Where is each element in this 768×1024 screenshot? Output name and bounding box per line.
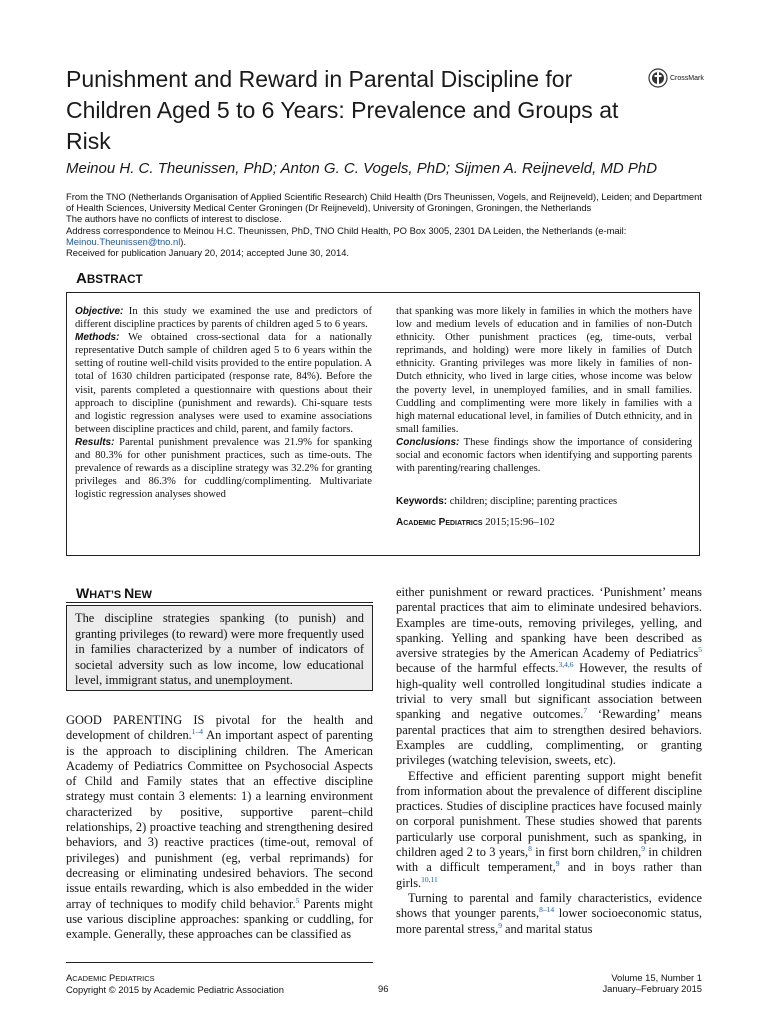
conflicts-statement: The authors have no conflicts of interest to disclose.: [66, 213, 282, 225]
citation-line: [396, 516, 692, 529]
affiliation-block: [66, 191, 706, 258]
crossmark-label: CrossMark: [670, 74, 704, 82]
citation-ref[interactable]: 9: [498, 920, 502, 930]
keywords-line: [396, 495, 692, 508]
whats-new-rest: HAT’S: [89, 589, 125, 601]
citation-ref[interactable]: 1–4: [191, 727, 203, 737]
body-text: in children with a difficult temperament,: [396, 845, 702, 875]
footer-rule: [66, 962, 373, 963]
body-left-column: [66, 713, 373, 942]
footer-volume: Volume 15, Number 1: [611, 972, 702, 983]
citation-label: Academic Pediatrics: [396, 517, 483, 529]
conclusions-label: Conclusions:: [396, 436, 460, 448]
citation-ref[interactable]: 5: [698, 645, 702, 655]
abstract-heading-rest: BSTRACT: [86, 273, 143, 286]
results-text: Parental punishment prevalence was 21.9% for spanking and 80.3% for other punishment practices, such as time-outs. The prevalence of rewards as a discipline strategy was 32.2% for granting privileges and 86.3% for cuddling/complimenting. Multivariate logistic regression analyses showed: [75, 436, 372, 501]
citation-text: 2015;15:96–102: [482, 517, 555, 529]
correspondence-address: [66, 225, 706, 236]
body-text: in first born children,: [531, 845, 642, 860]
page-number: 96: [378, 983, 389, 994]
lead-in: GOOD PARENTING IS: [66, 713, 205, 727]
body-text: lower socioeconomic status, more parental stress,: [396, 906, 702, 936]
whats-new-cap2: N: [124, 585, 135, 601]
keywords-label: Keywords:: [396, 496, 448, 508]
journal-cap: A: [66, 972, 73, 983]
whats-new-rule: [66, 602, 373, 603]
citation-ref[interactable]: 8–14: [539, 905, 555, 915]
conclusions-text: These findings show the importance of considering social and economic factors when identifying and supporting parents with parenting/rearing challenges.: [396, 436, 692, 475]
author-list: Meinou H. C. Theunissen, PhD; Anton G. C. Vogels, PhD; Sijmen A. Reijneveld, MD PhD: [66, 160, 658, 177]
received-dates: Received for publication January 20, 2014; accepted June 30, 2014.: [66, 247, 350, 259]
crossmark-icon: [648, 68, 668, 88]
citation-ref[interactable]: 9: [555, 859, 560, 869]
body-text: An important aspect of parenting is the approach to disciplining children. The American Academy of Pediatrics Committee on Psychosocial Aspects of Child and Family states that an effective discipline strategy must contain 3 elements: 1) a learning environment characterized by positive, supportive parent–child relationships, 2) proactive teaching and strengthening desired behaviors, and 3) reactive practices (time-out, removal of privileges) and punishment (eg, verbal reprimands) for decreasing or eliminating undesired behaviors. The second issue entails rewarding, which is also embedded in the wider array of techniques to modify child behavior.: [66, 728, 373, 911]
body-text: Turning to parental and family characteristics, evidence shows that younger parents,: [396, 890, 702, 921]
whats-new-rest2: EW: [134, 589, 152, 601]
objective-label: Objective:: [75, 306, 124, 317]
citation-ref[interactable]: 9: [641, 844, 646, 854]
correspondence-text: Address correspondence to Meinou H.C. Theunissen, PhD, TNO Child Health, PO Box 3005, 2301 DA Leiden, the Netherlands (e-mail:: [66, 224, 627, 236]
footer-journal-name: [66, 972, 284, 984]
abstract-left-column: [75, 305, 372, 501]
abstract-heading: [76, 270, 143, 287]
body-text: However, the results of high-quality well controlled longitudinal studies indicate a trivial to very small but significant association between spanking and negative outcomes.: [396, 661, 702, 722]
body-text: because of the harmful effects.: [396, 661, 559, 676]
whats-new-box: The discipline strategies spanking (to punish) and granting privileges (to reward) were more frequently used in families characterized by a number of indicators of societal adversity such as low income, low educational level, immigrant status, and unemployment.: [66, 605, 373, 691]
journal-rest2: EDIATRICS: [115, 974, 155, 983]
citation-ref[interactable]: 8: [528, 844, 532, 854]
citation-ref[interactable]: 3,4,6: [558, 660, 574, 670]
body-text: Effective and efficient parenting support might benefit from information about the prevalence of different discipline practices. Studies of discipline practices have focused mainly on corporal punishment. These studies showed that parents particularly use corporal punishment, such as spanking, in children aged 2 to 3 years,: [396, 768, 702, 860]
abstract-heading-cap: A: [76, 270, 87, 287]
journal-cap2: P: [108, 972, 116, 983]
body-text: and marital status: [501, 921, 593, 936]
footer-issue: [570, 972, 702, 994]
crossmark-badge[interactable]: [648, 68, 704, 88]
email-close: ).: [180, 235, 187, 247]
journal-rest: CADEMIC: [72, 974, 109, 983]
keywords-text: children; discipline; parenting practices: [447, 496, 618, 508]
footer-journal: [66, 972, 284, 995]
citation-ref[interactable]: 10,11: [421, 874, 438, 884]
correspondence-email-line: [66, 236, 706, 247]
body-text: either punishment or reward practices. ‘Punishment’ means parental practices that aim to eliminate undesired behaviors. Examples are time-outs, removing privileges, yelling, and spanking. Yelling and spanking have been described as aversive strategies by the American Academy of Pediatrics: [396, 585, 702, 661]
body-text: Parents might use various discipline approaches: spanking or cuddling, for example. Generally, these approaches can be classified as: [66, 896, 373, 942]
results-continued: that spanking was more likely in families in which the mothers have low and medium levels of education and in families of non-Dutch ethnicity. Other punishment practices (eg, time-outs, verbal reprimands, and holding) were more likely in families of Dutch ethnicity. Granting privileges was more likely in families of non-Dutch ethnicity, who lived in large cities, whose income was below the poverty level, in unemployed families, and in small families. Cuddling and complimenting were more likely in families with a high maternal educational level, in families of Dutch ethnicity, and in small families.: [396, 306, 692, 435]
intro-paragraph: [66, 713, 373, 942]
methods-text: We obtained cross-sectional data for a nationally representative Dutch sample of children aged 5 to 6 years within the setting of routine well-child visits provided to the entire population. A total of 1630 children participated (response rate, 84%). Before the visit, parents completed a questionnaire with questions about their approach to discipline (punishment and rewards). Chi-square tests and logistic regression analyses were used to examine associations between discipline practices and child, parent, and family factors.: [75, 332, 372, 435]
whats-new-heading: [76, 585, 152, 601]
abstract-right-column: [396, 305, 692, 529]
results-label: Results:: [75, 436, 115, 448]
body-text: and in boys rather than girls.: [396, 860, 702, 890]
article-title: Punishment and Reward in Parental Discipline for Children Aged 5 to 6 Years: Prevalence and Groups at Risk: [66, 66, 619, 154]
citation-ref[interactable]: 7: [583, 706, 588, 716]
footer-copyright: Copyright © 2015 by Academic Pediatric Association: [66, 984, 284, 995]
body-right-column: [396, 585, 702, 937]
body-paragraph: [396, 769, 702, 891]
objective-text: In this study we examined the use and predictors of different discipline practices by parents of children aged 5 to 6 years.: [75, 306, 372, 331]
body-text: ‘Rewarding’ means parental practices that aim to strengthen desired behaviors. Examples are cuddling, complimenting, or granting privileges (watching television, sweets, etc).: [396, 707, 702, 768]
email-link[interactable]: Meinou.Theunissen@tno.nl: [66, 235, 181, 247]
methods-label: Methods:: [75, 332, 120, 344]
affiliation-text: From the TNO (Netherlands Organisation of Applied Scientific Research) Child Health (Drs Theunissen, Vogels, and Reijneveld), Leiden; and Department of Health Sciences, University Medical Center Groningen (Dr Reijneveld), University of Groningen, Groningen, the Netherlands: [66, 191, 702, 214]
footer-date: January–February 2015: [602, 983, 702, 994]
whats-new-cap: W: [76, 585, 90, 601]
body-text: pivotal for the health and development of children.: [66, 713, 373, 743]
body-paragraph: [396, 891, 702, 937]
citation-ref[interactable]: 5: [295, 895, 300, 905]
body-paragraph: [396, 585, 702, 769]
